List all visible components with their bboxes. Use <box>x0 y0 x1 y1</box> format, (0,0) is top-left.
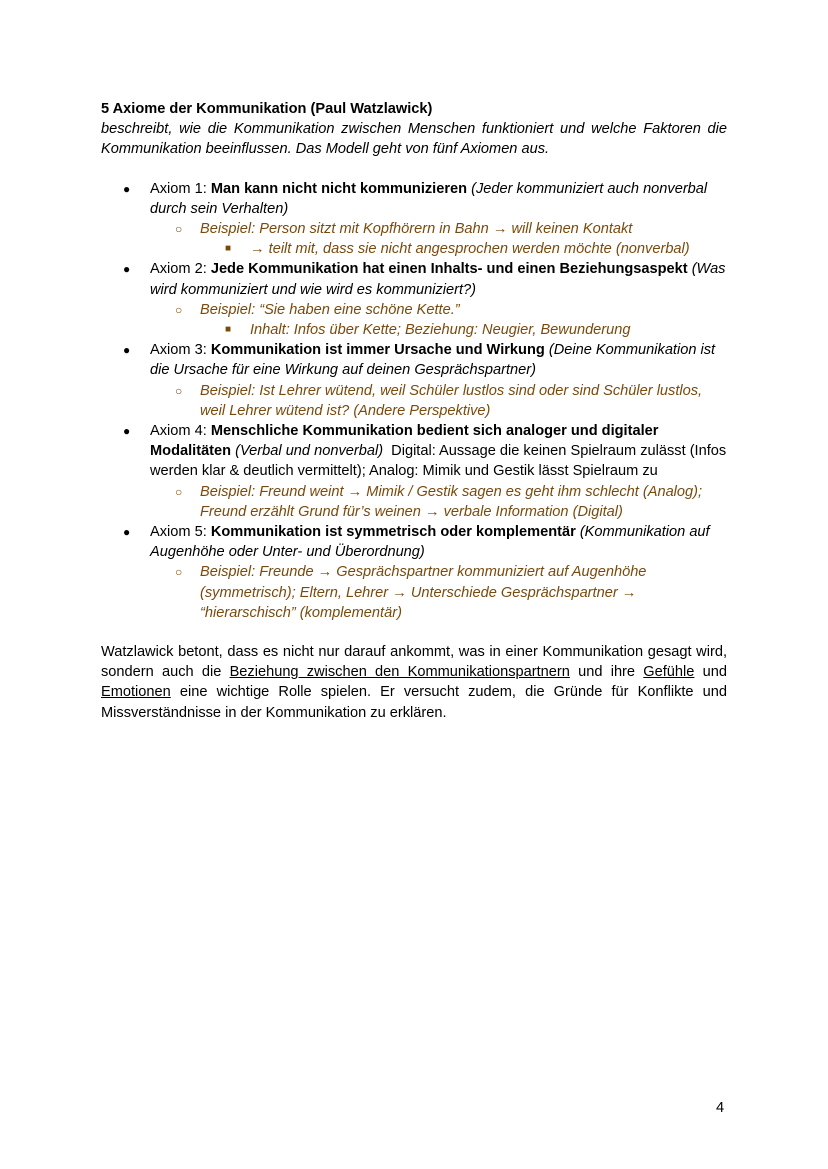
axiom-label: Axiom 3: <box>150 342 211 359</box>
example-list <box>150 482 727 522</box>
bullet-circle-icon: ○ <box>175 565 183 580</box>
example-text: Beispiel: Ist Lehrer wütend, weil Schüler lustlos sind oder sind Schüler lustlos, weil Lehrer wütend ist? (Andere Perspektive) <box>200 382 703 419</box>
axiom-item <box>101 179 727 260</box>
closing-text: und ihre <box>569 664 644 681</box>
axiom-statement: Kommunikation ist symmetrisch oder komplementär <box>210 524 576 541</box>
axiom-definition: Digital: Aussage die keinen Spielraum zulässt (Infos werden klar & deutlich vermittelt); Analog: Mimik und Gestik lässt Spielraum zu <box>150 443 731 480</box>
axiom-item <box>101 522 727 623</box>
underlined-phrase: Gefühle <box>643 664 695 681</box>
axiom-explanation: (Kommunikation auf Augenhöhe oder Unter- und Überordnung) <box>150 524 710 561</box>
example-text: Beispiel: Freund weint → Mimik / Gestik sagen es geht ihm schlecht (Analog); Freund erzählt Grund für’s weinen → verbale Information (Digital) <box>200 483 703 520</box>
axiom-explanation: (Deine Kommunikation ist die Ursache für eine Wirkung auf deinen Gesprächspartner) <box>150 342 716 379</box>
closing-paragraph <box>101 642 727 723</box>
axiom-label: Axiom 5: <box>150 524 211 541</box>
example-list <box>150 300 727 340</box>
example-list <box>150 381 727 421</box>
axiom-explanation: (Jeder kommuniziert auch nonverbal durch sein Verhalten) <box>150 180 708 217</box>
example-item <box>150 562 727 623</box>
example-item <box>150 482 727 522</box>
bullet-disc-icon: ● <box>123 181 131 196</box>
bullet-disc-icon: ● <box>123 262 131 277</box>
detail-item <box>200 239 727 259</box>
example-text: Beispiel: Freunde → Gesprächspartner kommuniziert auf Augenhöhe (symmetrisch); Eltern, Lehrer → Unterschiede Gesprächspartner → “hierarschisch” (komplementär) <box>200 564 647 621</box>
bullet-square-icon: ■ <box>225 243 232 255</box>
bullet-circle-icon: ○ <box>175 484 183 499</box>
axiom-statement: Menschliche Kommunikation bedient sich analoger und digitaler Modalitäten <box>150 423 659 460</box>
axiom-list <box>101 179 731 623</box>
bullet-disc-icon: ● <box>123 525 131 540</box>
axiom-item <box>101 340 727 421</box>
bullet-circle-icon: ○ <box>175 383 183 398</box>
underlined-phrase: Beziehung zwischen den Kommunikationspartnern <box>229 664 570 681</box>
axiom-label: Axiom 2: <box>150 261 211 278</box>
bullet-disc-icon: ● <box>123 424 131 439</box>
axiom-explanation: (Was wird kommuniziert und wie wird es kommuniziert?) <box>150 261 726 298</box>
axiom-explanation: (Verbal und nonverbal) <box>231 443 384 460</box>
closing-text: eine wichtige Rolle spielen. Er versucht zudem, die Gründe für Konflikte und Missverständnisse in der Kommunikation zu erklären. <box>101 684 727 721</box>
detail-text: Inhalt: Infos über Kette; Beziehung: Neugier, Bewunderung <box>250 322 631 339</box>
section-title: 5 Axiome der Kommunikation (Paul Watzlawick) <box>101 101 433 117</box>
axiom-label: Axiom 4: <box>150 423 211 440</box>
underlined-phrase: Emotionen <box>101 684 171 701</box>
closing-text: Watzlawick betont, dass es nicht nur darauf ankommt, was in einer Kommunikation gesagt wird, sondern auch die <box>101 644 727 681</box>
closing-text: und <box>694 664 727 681</box>
axiom-item <box>101 259 727 340</box>
example-list <box>150 219 727 259</box>
example-item <box>150 381 727 421</box>
axiom-label: Axiom 1: <box>150 180 211 197</box>
example-text: Beispiel: Person sitzt mit Kopfhörern in Bahn → will keinen Kontakt <box>200 221 633 238</box>
example-list <box>150 562 727 623</box>
detail-text: → teilt mit, dass sie nicht angesprochen werden möchte (nonverbal) <box>250 241 690 258</box>
axiom-statement: Kommunikation ist immer Ursache und Wirkung <box>210 342 545 359</box>
example-text: Beispiel: “Sie haben eine schöne Kette.” <box>200 301 460 318</box>
detail-list <box>200 320 727 340</box>
page-number: 4 <box>716 1100 725 1116</box>
axiom-statement: Man kann nicht nicht kommunizieren <box>210 180 468 197</box>
axiom-statement: Jede Kommunikation hat einen Inhalts- und einen Beziehungsaspekt <box>210 261 688 278</box>
bullet-square-icon: ■ <box>225 324 232 336</box>
page-content <box>101 99 731 723</box>
bullet-disc-icon: ● <box>123 343 131 358</box>
example-item <box>150 219 727 259</box>
axiom-item <box>101 421 731 522</box>
detail-list <box>200 239 727 259</box>
bullet-circle-icon: ○ <box>175 302 183 317</box>
intro-paragraph: beschreibt, wie die Kommunikation zwischen Menschen funktioniert und welche Faktoren die Kommunikation beeinflussen. Das Modell geht von fünf Axiomen aus. <box>101 121 727 158</box>
example-item <box>150 300 727 340</box>
detail-item <box>200 320 727 340</box>
bullet-circle-icon: ○ <box>175 222 183 237</box>
